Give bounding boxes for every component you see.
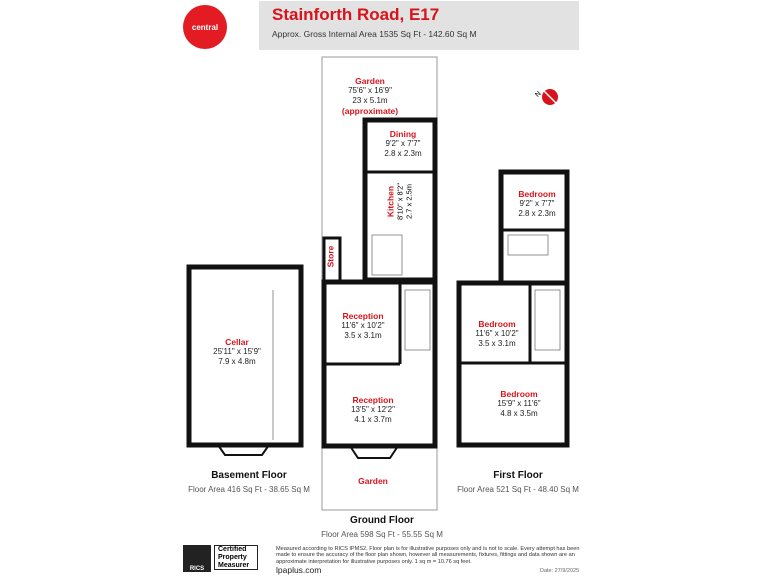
room-bedroom-1: Bedroom 9'2" x 7'7" 2.8 x 2.3m bbox=[518, 189, 556, 218]
page-subtitle: Approx. Gross Internal Area 1535 Sq Ft - 142.60 Sq M bbox=[272, 29, 477, 39]
room-reception-1: Reception 11'6" x 10'2" 3.5 x 3.1m bbox=[341, 311, 385, 340]
room-store: Store bbox=[325, 245, 336, 268]
compass-label: N bbox=[534, 90, 543, 99]
room-cellar: Cellar 25'11" x 15'9" 7.9 x 4.8m bbox=[213, 337, 261, 366]
room-bedroom-3: Bedroom 15'9" x 11'6" 4.8 x 3.5m bbox=[497, 389, 541, 418]
disclaimer: Measured according to RICS IPMS2. Floor plan is for illustrative purposes only and is not to scale. Every attempt has been made to ensure the accuracy of the floor plan shown, however all measurements, fixtures, fittings and data shown are an approximate interpretation for illustrative purposes only. 1 sq m = 10.76 sq feet. bbox=[276, 546, 580, 565]
room-reception-2: Reception 13'5" x 12'2" 4.1 x 3.7m bbox=[351, 395, 395, 424]
basement-floor-caption: Basement Floor Floor Area 416 Sq Ft - 38.65 Sq M bbox=[188, 470, 310, 494]
website-link[interactable]: lpaplus.com bbox=[276, 565, 322, 575]
room-bedroom-2: Bedroom 11'6" x 10'2" 3.5 x 3.1m bbox=[475, 319, 519, 348]
north-compass-icon bbox=[542, 89, 558, 105]
room-kitchen: Kitchen 8'10" x 8'2" 2.7 x 2.5m bbox=[385, 183, 414, 220]
room-garden-top: Garden 75'6" x 16'9" 23 x 5.1m (approximate) bbox=[341, 76, 399, 116]
date-stamp: Date: 27/9/2025 bbox=[540, 568, 580, 574]
logo-text: central bbox=[191, 22, 219, 32]
ground-floor-caption: Ground Floor Floor Area 598 Sq Ft - 55.55 Sq M bbox=[321, 515, 443, 539]
room-garden-bottom: Garden bbox=[358, 476, 388, 486]
first-floor-caption: First Floor Floor Area 521 Sq Ft - 48.40 Sq M bbox=[457, 470, 579, 494]
page-title: Stainforth Road, E17 bbox=[272, 5, 440, 24]
certified-measurer-badge: Certified Property Measurer bbox=[214, 545, 258, 570]
room-dining: Dining 9'2" x 7'7" 2.8 x 2.3m bbox=[384, 129, 422, 158]
rics-logo: RICS bbox=[183, 545, 211, 572]
